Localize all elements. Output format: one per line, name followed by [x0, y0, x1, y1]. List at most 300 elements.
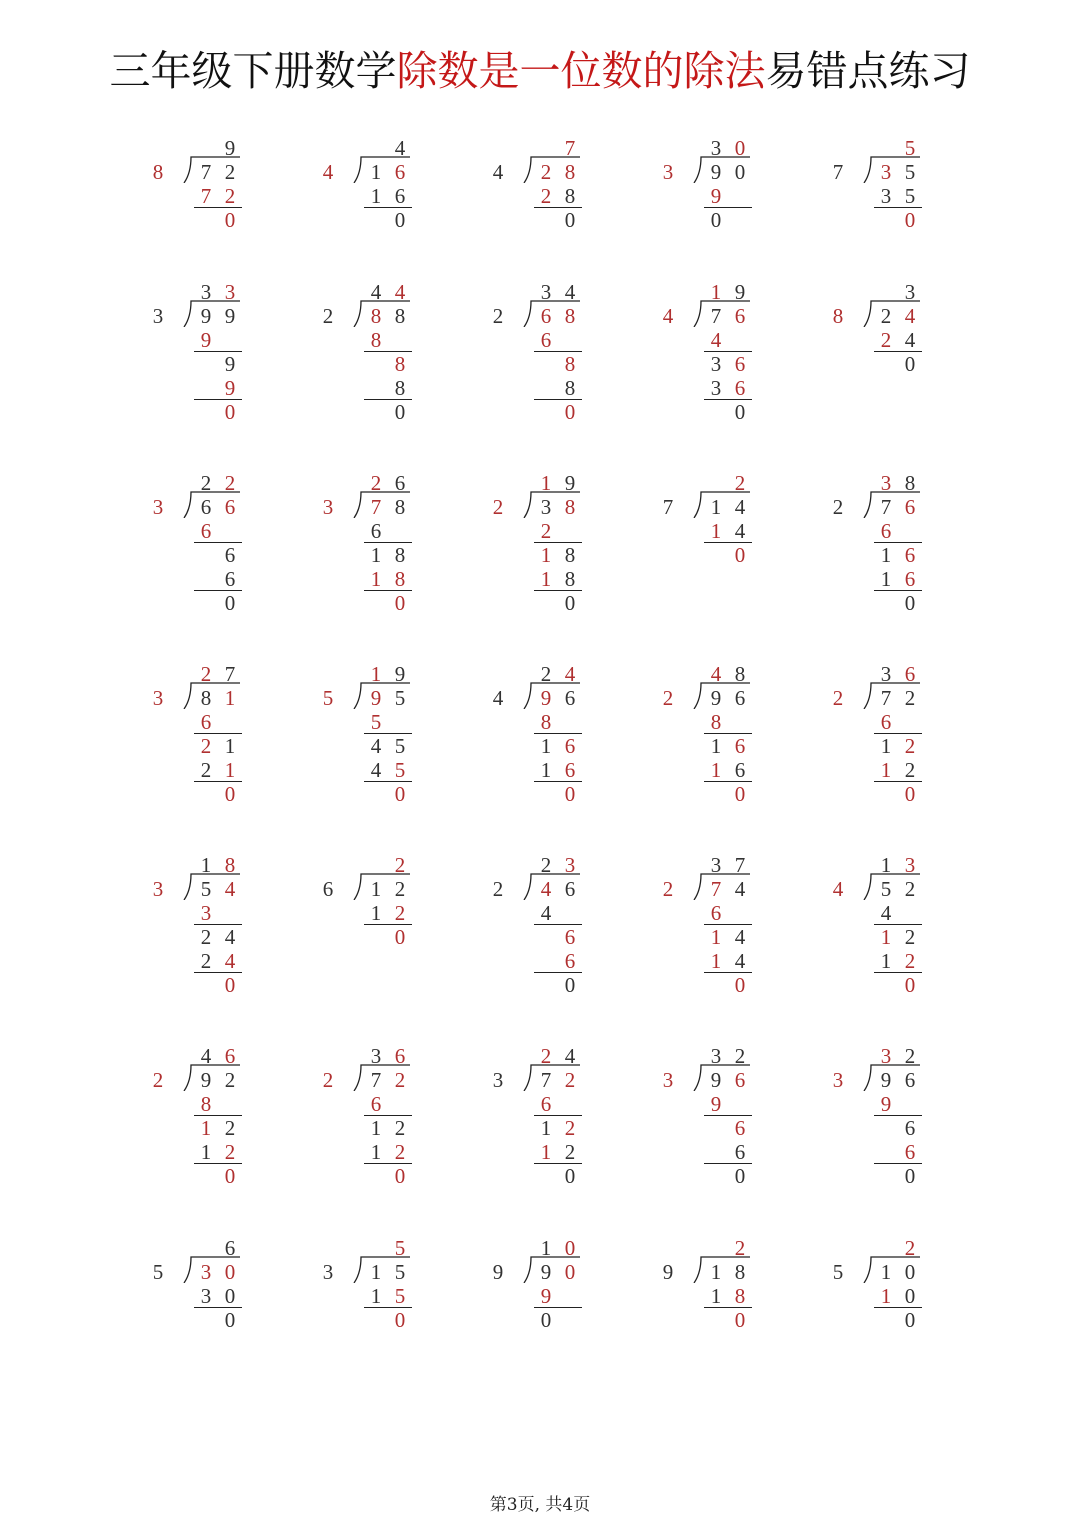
step-digit: 6 [224, 567, 236, 591]
title-highlight: 除数是一位数的除法 [396, 47, 766, 95]
step-digit: 6 [370, 519, 382, 543]
step-digit: 4 [540, 901, 552, 925]
divisor: 2 [322, 1068, 334, 1092]
division-problem [148, 1236, 268, 1436]
step-digit: 6 [200, 710, 212, 734]
divisor: 2 [152, 1068, 164, 1092]
dividend-digit: 9 [370, 686, 382, 710]
title-part-3: 易错点练习 [765, 47, 971, 95]
step-digit: 6 [710, 901, 722, 925]
step-digit: 1 [710, 758, 722, 782]
step-digit: 3 [200, 901, 212, 925]
step-digit: 0 [904, 352, 916, 376]
dividend-digit: 9 [224, 304, 236, 328]
step-digit: 5 [394, 1284, 406, 1308]
step-digit: 2 [394, 1116, 406, 1140]
step-digit: 4 [370, 758, 382, 782]
quotient-digit: 3 [710, 136, 722, 160]
step-digit: 8 [564, 352, 576, 376]
step-digit: 6 [564, 949, 576, 973]
step-digit: 0 [224, 400, 236, 424]
step-digit: 2 [224, 1140, 236, 1164]
step-digit: 8 [540, 710, 552, 734]
quotient-digit: 3 [880, 471, 892, 495]
quotient-digit: 4 [710, 662, 722, 686]
step-digit: 5 [370, 710, 382, 734]
step-digit: 6 [224, 543, 236, 567]
quotient-digit: 3 [880, 662, 892, 686]
dividend-digit: 1 [224, 686, 236, 710]
step-digit: 1 [540, 567, 552, 591]
quotient-digit: 2 [394, 853, 406, 877]
dividend-digit: 6 [394, 160, 406, 184]
quotient-digit: 4 [394, 136, 406, 160]
step-digit: 4 [734, 519, 746, 543]
title-part-1: 三年级下册数学 [109, 47, 397, 95]
quotient-digit: 3 [370, 1044, 382, 1068]
division-problem [828, 1236, 948, 1436]
dividend-digit: 2 [394, 877, 406, 901]
step-digit: 9 [710, 1092, 722, 1116]
step-digit: 1 [540, 758, 552, 782]
dividend-digit: 2 [224, 160, 236, 184]
quotient-digit: 7 [224, 662, 236, 686]
dividend-digit: 8 [200, 686, 212, 710]
quotient-digit: 2 [540, 662, 552, 686]
step-digit: 6 [734, 352, 746, 376]
quotient-digit: 3 [904, 280, 916, 304]
dividend-digit: 5 [904, 160, 916, 184]
quotient-digit: 2 [904, 1044, 916, 1068]
dividend-digit: 1 [370, 160, 382, 184]
step-digit: 2 [224, 1116, 236, 1140]
step-digit: 1 [710, 949, 722, 973]
step-digit: 2 [904, 925, 916, 949]
step-digit: 0 [734, 1164, 746, 1188]
division-problem [828, 280, 948, 480]
divisor: 7 [662, 495, 674, 519]
step-digit: 0 [224, 1164, 236, 1188]
quotient-digit: 3 [880, 1044, 892, 1068]
step-digit: 1 [880, 1284, 892, 1308]
step-digit: 0 [224, 1308, 236, 1332]
step-digit: 1 [540, 1116, 552, 1140]
division-problem [488, 853, 608, 1053]
dividend-digit: 1 [370, 877, 382, 901]
quotient-digit: 8 [904, 471, 916, 495]
step-digit: 4 [710, 328, 722, 352]
dividend-digit: 1 [710, 1260, 722, 1284]
step-digit: 2 [904, 734, 916, 758]
quotient-digit: 3 [540, 280, 552, 304]
dividend-digit: 2 [540, 160, 552, 184]
step-digit: 8 [394, 352, 406, 376]
divisor: 5 [322, 686, 334, 710]
divisor: 2 [662, 877, 674, 901]
divisor: 3 [662, 160, 674, 184]
divisor: 3 [322, 495, 334, 519]
step-digit: 1 [710, 1284, 722, 1308]
step-digit: 1 [370, 567, 382, 591]
step-digit: 6 [370, 1092, 382, 1116]
quotient-digit: 7 [734, 853, 746, 877]
step-digit: 1 [710, 519, 722, 543]
step-digit: 2 [540, 184, 552, 208]
division-problem [318, 471, 438, 671]
divisor: 3 [492, 1068, 504, 1092]
step-digit: 1 [224, 734, 236, 758]
step-digit: 4 [370, 734, 382, 758]
step-digit: 4 [904, 328, 916, 352]
division-problem [148, 471, 268, 671]
dividend-digit: 7 [880, 495, 892, 519]
quotient-digit: 0 [734, 136, 746, 160]
dividend-digit: 9 [540, 686, 552, 710]
step-digit: 8 [394, 543, 406, 567]
step-digit: 0 [394, 1308, 406, 1332]
quotient-digit: 1 [200, 853, 212, 877]
step-digit: 4 [734, 925, 746, 949]
step-digit: 6 [904, 1140, 916, 1164]
step-digit: 1 [880, 925, 892, 949]
quotient-digit: 2 [540, 853, 552, 877]
dividend-digit: 9 [880, 1068, 892, 1092]
divisor: 4 [322, 160, 334, 184]
quotient-digit: 4 [200, 1044, 212, 1068]
step-digit: 6 [734, 1116, 746, 1140]
step-digit: 6 [734, 1140, 746, 1164]
divisor: 7 [832, 160, 844, 184]
division-problem [318, 280, 438, 480]
quotient-digit: 2 [200, 662, 212, 686]
quotient-digit: 3 [224, 280, 236, 304]
step-digit: 0 [904, 782, 916, 806]
step-digit: 1 [370, 543, 382, 567]
divisor: 2 [832, 495, 844, 519]
step-digit: 6 [904, 567, 916, 591]
dividend-digit: 7 [370, 495, 382, 519]
dividend-digit: 9 [710, 686, 722, 710]
division-problem [828, 662, 948, 862]
dividend-digit: 8 [370, 304, 382, 328]
divisor: 8 [832, 304, 844, 328]
step-digit: 0 [224, 973, 236, 997]
step-digit: 2 [540, 519, 552, 543]
dividend-digit: 4 [224, 877, 236, 901]
dividend-digit: 2 [394, 1068, 406, 1092]
step-digit: 8 [564, 567, 576, 591]
step-digit: 2 [200, 734, 212, 758]
divisor: 4 [492, 160, 504, 184]
dividend-digit: 6 [564, 686, 576, 710]
division-problem [828, 1044, 948, 1244]
division-problem [658, 853, 778, 1053]
step-digit: 0 [394, 400, 406, 424]
step-digit: 3 [710, 352, 722, 376]
quotient-digit: 5 [904, 136, 916, 160]
dividend-digit: 0 [904, 1260, 916, 1284]
quotient-digit: 6 [224, 1236, 236, 1260]
division-problem [658, 471, 778, 671]
step-digit: 5 [394, 734, 406, 758]
quotient-digit: 4 [564, 280, 576, 304]
quotient-digit: 6 [394, 1044, 406, 1068]
divisor: 9 [662, 1260, 674, 1284]
dividend-digit: 6 [200, 495, 212, 519]
step-digit: 0 [564, 1164, 576, 1188]
step-digit: 9 [224, 376, 236, 400]
dividend-digit: 8 [564, 495, 576, 519]
step-digit: 0 [224, 591, 236, 615]
division-problem [148, 853, 268, 1053]
quotient-digit: 8 [734, 662, 746, 686]
step-digit: 0 [734, 782, 746, 806]
quotient-digit: 2 [734, 1044, 746, 1068]
divisor: 4 [492, 686, 504, 710]
step-digit: 1 [370, 1140, 382, 1164]
dividend-digit: 7 [710, 877, 722, 901]
step-digit: 9 [540, 1284, 552, 1308]
quotient-digit: 4 [564, 1044, 576, 1068]
step-digit: 8 [564, 376, 576, 400]
division-problem [658, 1236, 778, 1436]
division-problem [318, 662, 438, 862]
dividend-digit: 5 [394, 1260, 406, 1284]
dividend-digit: 7 [200, 160, 212, 184]
step-digit: 6 [734, 376, 746, 400]
step-digit: 6 [564, 925, 576, 949]
dividend-digit: 0 [734, 160, 746, 184]
dividend-digit: 7 [370, 1068, 382, 1092]
dividend-digit: 6 [734, 686, 746, 710]
divisor: 2 [492, 304, 504, 328]
step-digit: 0 [904, 973, 916, 997]
dividend-digit: 4 [734, 877, 746, 901]
quotient-digit: 2 [904, 1236, 916, 1260]
dividend-digit: 9 [710, 1068, 722, 1092]
quotient-digit: 6 [394, 471, 406, 495]
step-digit: 1 [540, 734, 552, 758]
step-digit: 2 [200, 758, 212, 782]
dividend-digit: 1 [710, 495, 722, 519]
step-digit: 8 [710, 710, 722, 734]
quotient-digit: 1 [540, 1236, 552, 1260]
divisor: 5 [832, 1260, 844, 1284]
step-digit: 1 [370, 184, 382, 208]
quotient-digit: 2 [370, 471, 382, 495]
quotient-digit: 6 [224, 1044, 236, 1068]
quotient-digit: 4 [564, 662, 576, 686]
step-digit: 0 [564, 782, 576, 806]
step-digit: 2 [200, 925, 212, 949]
dividend-digit: 7 [880, 686, 892, 710]
quotient-digit: 2 [540, 1044, 552, 1068]
quotient-digit: 2 [224, 471, 236, 495]
division-problem [148, 1044, 268, 1244]
step-digit: 0 [710, 208, 722, 232]
quotient-digit: 9 [394, 662, 406, 686]
step-digit: 4 [880, 901, 892, 925]
division-problem [488, 1236, 608, 1436]
division-problem [488, 1044, 608, 1244]
divisor: 2 [662, 686, 674, 710]
step-digit: 2 [224, 184, 236, 208]
quotient-digit: 2 [200, 471, 212, 495]
step-digit: 1 [370, 1116, 382, 1140]
dividend-digit: 0 [564, 1260, 576, 1284]
dividend-digit: 4 [734, 495, 746, 519]
quotient-digit: 3 [200, 280, 212, 304]
division-problem [828, 471, 948, 671]
step-digit: 6 [200, 519, 212, 543]
step-digit: 1 [224, 758, 236, 782]
step-digit: 6 [880, 710, 892, 734]
step-digit: 1 [370, 901, 382, 925]
dividend-digit: 2 [880, 304, 892, 328]
dividend-digit: 8 [394, 304, 406, 328]
quotient-digit: 6 [904, 662, 916, 686]
quotient-digit: 9 [564, 471, 576, 495]
step-digit: 0 [734, 400, 746, 424]
step-digit: 1 [880, 543, 892, 567]
step-digit: 8 [564, 184, 576, 208]
step-digit: 5 [394, 758, 406, 782]
step-digit: 8 [564, 543, 576, 567]
dividend-digit: 2 [564, 1068, 576, 1092]
division-problem [658, 1044, 778, 1244]
step-digit: 8 [394, 567, 406, 591]
dividend-digit: 8 [394, 495, 406, 519]
dividend-digit: 5 [200, 877, 212, 901]
dividend-digit: 6 [540, 304, 552, 328]
step-digit: 0 [394, 925, 406, 949]
step-digit: 9 [880, 1092, 892, 1116]
division-problem [318, 1236, 438, 1436]
dividend-digit: 2 [224, 1068, 236, 1092]
step-digit: 2 [904, 949, 916, 973]
step-digit: 3 [880, 184, 892, 208]
dividend-digit: 6 [734, 1068, 746, 1092]
dividend-digit: 3 [880, 160, 892, 184]
step-digit: 0 [394, 591, 406, 615]
step-digit: 2 [394, 901, 406, 925]
dividend-digit: 6 [904, 1068, 916, 1092]
quotient-digit: 0 [564, 1236, 576, 1260]
step-digit: 0 [734, 543, 746, 567]
quotient-digit: 8 [224, 853, 236, 877]
step-digit: 1 [200, 1140, 212, 1164]
dividend-digit: 8 [564, 304, 576, 328]
divisor: 4 [662, 304, 674, 328]
dividend-digit: 8 [734, 1260, 746, 1284]
divisor: 3 [322, 1260, 334, 1284]
step-digit: 0 [540, 1308, 552, 1332]
divisor: 5 [152, 1260, 164, 1284]
step-digit: 0 [224, 208, 236, 232]
dividend-digit: 4 [540, 877, 552, 901]
step-digit: 6 [540, 328, 552, 352]
step-digit: 0 [904, 208, 916, 232]
quotient-digit: 9 [734, 280, 746, 304]
step-digit: 8 [394, 376, 406, 400]
step-digit: 0 [224, 782, 236, 806]
step-digit: 2 [880, 328, 892, 352]
divisor: 3 [152, 877, 164, 901]
step-digit: 5 [904, 184, 916, 208]
step-digit: 1 [540, 543, 552, 567]
step-digit: 1 [710, 925, 722, 949]
step-digit: 0 [394, 1164, 406, 1188]
quotient-digit: 4 [394, 280, 406, 304]
step-digit: 4 [224, 925, 236, 949]
step-digit: 1 [200, 1116, 212, 1140]
page-footer: 第3页, 共4页 [489, 1495, 591, 1515]
division-problem [488, 471, 608, 671]
quotient-digit: 7 [564, 136, 576, 160]
step-digit: 0 [564, 400, 576, 424]
divisor: 3 [152, 304, 164, 328]
divisor: 2 [832, 686, 844, 710]
step-digit: 1 [880, 567, 892, 591]
step-digit: 8 [734, 1284, 746, 1308]
quotient-digit: 9 [224, 136, 236, 160]
quotient-digit: 1 [880, 853, 892, 877]
dividend-digit: 9 [200, 304, 212, 328]
step-digit: 2 [394, 1140, 406, 1164]
dividend-digit: 1 [370, 1260, 382, 1284]
division-problem [148, 662, 268, 862]
step-digit: 2 [564, 1116, 576, 1140]
divisor: 2 [492, 877, 504, 901]
step-digit: 9 [710, 184, 722, 208]
step-digit: 3 [200, 1284, 212, 1308]
dividend-digit: 4 [904, 304, 916, 328]
dividend-digit: 7 [540, 1068, 552, 1092]
step-digit: 0 [394, 208, 406, 232]
step-digit: 0 [904, 1308, 916, 1332]
step-digit: 0 [564, 208, 576, 232]
dividend-digit: 6 [734, 304, 746, 328]
step-digit: 2 [200, 949, 212, 973]
dividend-digit: 0 [224, 1260, 236, 1284]
step-digit: 6 [904, 1116, 916, 1140]
division-problem [658, 280, 778, 480]
dividend-digit: 3 [200, 1260, 212, 1284]
quotient-digit: 1 [540, 471, 552, 495]
quotient-digit: 5 [394, 1236, 406, 1260]
quotient-digit: 1 [370, 662, 382, 686]
divisor: 6 [322, 877, 334, 901]
divisor: 3 [152, 495, 164, 519]
step-digit: 1 [540, 1140, 552, 1164]
dividend-digit: 9 [710, 160, 722, 184]
quotient-digit: 2 [734, 471, 746, 495]
quotient-digit: 2 [734, 1236, 746, 1260]
divisor: 3 [832, 1068, 844, 1092]
step-digit: 4 [224, 949, 236, 973]
divisor: 4 [832, 877, 844, 901]
step-digit: 0 [224, 1284, 236, 1308]
step-digit: 8 [370, 328, 382, 352]
quotient-digit: 1 [710, 280, 722, 304]
dividend-digit: 9 [200, 1068, 212, 1092]
dividend-digit: 8 [564, 160, 576, 184]
step-digit: 0 [564, 973, 576, 997]
division-problem [318, 853, 438, 1053]
step-digit: 6 [540, 1092, 552, 1116]
dividend-digit: 2 [904, 877, 916, 901]
division-problem [828, 853, 948, 1053]
